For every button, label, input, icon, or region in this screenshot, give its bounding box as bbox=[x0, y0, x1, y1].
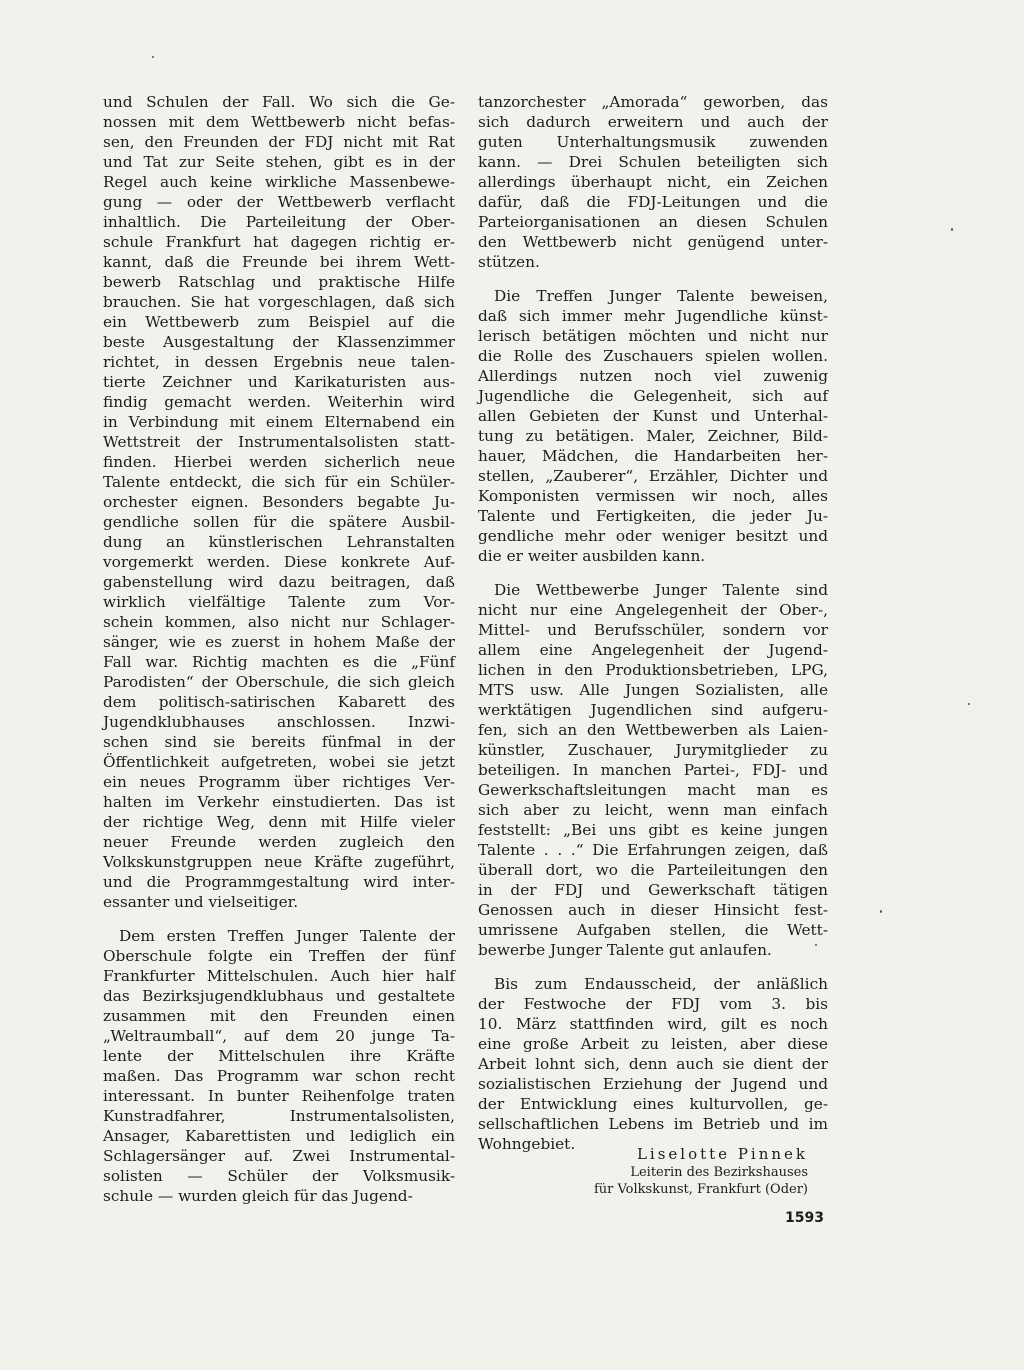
text-line: Mittel- und Berufsschüler, sondern vor bbox=[478, 621, 828, 639]
text-line: der Entwicklung eines kulturvollen, ge- bbox=[478, 1095, 828, 1113]
text-line: sich dadurch erweitern und auch der bbox=[478, 113, 828, 131]
text-line: neuer Freunde werden zugleich den bbox=[103, 833, 455, 851]
text-line: halten im Verkehr einstudierten. Das ist bbox=[103, 793, 455, 811]
text-line: bewerb Ratschlag und praktische Hilfe bbox=[103, 273, 455, 291]
text-line: eine große Arbeit zu leisten, aber diese bbox=[478, 1035, 828, 1053]
text-line: überall dort, wo die Parteileitungen den bbox=[478, 861, 828, 879]
text-line: ein Wettbewerb zum Beispiel auf die bbox=[103, 313, 455, 331]
text-line: Parodisten“ der Oberschule, die sich gleich bbox=[103, 673, 455, 691]
text-line: tanzorchester „Amorada“ geworben, das bbox=[478, 93, 828, 111]
text-line: Talente und Fertigkeiten, die jeder Ju- bbox=[478, 507, 828, 525]
text-line: Oberschule folgte ein Treffen der fünf bbox=[103, 947, 455, 965]
text-line: interessant. In bunter Reihenfolge traten bbox=[103, 1087, 455, 1105]
text-line: brauchen. Sie hat vorgeschlagen, daß sich bbox=[103, 293, 455, 311]
text-line: der Festwoche der FDJ vom 3. bis bbox=[478, 995, 828, 1013]
text-line: fen, sich an den Wettbewerben als Laien- bbox=[478, 721, 828, 739]
text-line: nicht nur eine Angelegenheit der Ober-, bbox=[478, 601, 828, 619]
text-line: umrissene Aufgaben stellen, die Wett- bbox=[478, 921, 828, 939]
text-line: kann. — Drei Schulen beteiligten sich bbox=[478, 153, 828, 171]
left-paragraph bbox=[103, 92, 455, 912]
text-line: Dem ersten Treffen Junger Talente der bbox=[119, 927, 455, 945]
text-line: sänger, wie es zuerst in hohem Maße der bbox=[103, 633, 455, 651]
left-paragraph bbox=[103, 926, 455, 1206]
text-line: der richtige Weg, denn mit Hilfe vieler bbox=[103, 813, 455, 831]
text-line: hauer, Mädchen, die Handarbeiten her- bbox=[478, 447, 828, 465]
text-line: guten Unterhaltungsmusik zuwenden bbox=[478, 133, 828, 151]
author-organization: für Volkskunst, Frankfurt (Oder) bbox=[593, 1182, 808, 1197]
text-line: Allerdings nutzen noch viel zuwenig bbox=[478, 367, 828, 385]
text-line: Talente . . .“ Die Erfahrungen zeigen, daß bbox=[478, 841, 828, 859]
text-line: bewerbe Junger Talente gut anlaufen. bbox=[478, 941, 772, 959]
text-line: Ansager, Kabarettisten und lediglich ein bbox=[103, 1127, 455, 1145]
text-line: in der FDJ und Gewerkschaft tätigen bbox=[478, 881, 828, 899]
text-line: gendliche sollen für die spätere Ausbil- bbox=[103, 513, 455, 531]
text-line: sen, den Freunden der FDJ nicht mit Rat bbox=[103, 133, 455, 151]
text-line: lente der Mittelschulen ihre Kräfte bbox=[103, 1047, 455, 1065]
text-line: Bis zum Endausscheid, der anläßlich bbox=[494, 975, 828, 993]
text-line: Arbeit lohnt sich, denn auch sie dient der bbox=[478, 1055, 828, 1073]
text-line: 10. März stattfinden wird, gilt es noch bbox=[478, 1015, 828, 1033]
text-line: lichen in den Produktionsbetrieben, LPG, bbox=[478, 661, 828, 679]
right-paragraph bbox=[478, 286, 828, 566]
text-line: sich aber zu leicht, wenn man einfach bbox=[478, 801, 828, 819]
text-line: schule — wurden gleich für das Jugend- bbox=[103, 1187, 413, 1205]
text-line: zusammen mit den Freunden einen bbox=[103, 1007, 455, 1025]
text-line: inhaltlich. Die Parteileitung der Ober- bbox=[103, 213, 455, 231]
text-line: wirklich vielfältige Talente zum Vor- bbox=[103, 593, 455, 611]
text-line: Jugendliche die Gelegenheit, sich auf bbox=[478, 387, 828, 405]
text-line: Kunstradfahrer, Instrumentalsolisten, bbox=[103, 1107, 455, 1125]
right-paragraph bbox=[478, 580, 828, 960]
text-line: Öffentlichkeit aufgetreten, wobei sie jetzt bbox=[103, 753, 455, 771]
left-column bbox=[103, 92, 455, 1206]
text-line: gung — oder der Wettbewerb verflacht bbox=[103, 193, 455, 211]
text-line: sellschaftlichen Lebens im Betrieb und im bbox=[478, 1115, 828, 1133]
author-role: Leiterin des Bezirkshauses bbox=[630, 1165, 808, 1180]
text-line: dung an künstlerischen Lehranstalten bbox=[103, 533, 455, 551]
text-line: Volkskunstgruppen neue Kräfte zugeführt, bbox=[103, 853, 455, 871]
text-line: Komponisten vermissen wir noch, alles bbox=[478, 487, 828, 505]
text-line: daß sich immer mehr Jugendliche künst- bbox=[478, 307, 828, 325]
text-line: allerdings überhaupt nicht, ein Zeichen bbox=[478, 173, 828, 191]
text-line: und die Programmgestaltung wird inter- bbox=[103, 873, 455, 891]
text-line: stellen, „Zauberer“, Erzähler, Dichter und bbox=[478, 467, 828, 485]
text-line: Fall war. Richtig machten es die „Fünf bbox=[103, 653, 455, 671]
author-name: Liselotte Pinnek bbox=[636, 1145, 808, 1163]
text-line: Genossen auch in dieser Hinsicht fest- bbox=[478, 901, 828, 919]
text-line: allen Gebieten der Kunst und Unterhal- bbox=[478, 407, 828, 425]
text-line: und Schulen der Fall. Wo sich die Ge- bbox=[103, 93, 455, 111]
text-line: richtet, in dessen Ergebnis neue talen- bbox=[103, 353, 455, 371]
text-line: Parteiorganisationen an diesen Schulen bbox=[478, 213, 828, 231]
right-paragraph bbox=[478, 92, 828, 272]
scan-speck bbox=[815, 944, 817, 946]
right-paragraph bbox=[478, 974, 828, 1154]
text-line: Die Treffen Junger Talente beweisen, bbox=[494, 287, 828, 305]
text-line: Gewerkschaftsleitungen macht man es bbox=[478, 781, 828, 799]
text-line: Wettstreit der Instrumentalsolisten statt- bbox=[103, 433, 455, 451]
text-line: Schlagersänger auf. Zwei Instrumental- bbox=[103, 1147, 455, 1165]
text-line: solisten — Schüler der Volksmusik- bbox=[103, 1167, 455, 1185]
text-line: stützen. bbox=[478, 253, 540, 271]
text-line: nossen mit dem Wettbewerb nicht befas- bbox=[103, 113, 455, 131]
text-line: Talente entdeckt, die sich für ein Schüler- bbox=[103, 473, 455, 491]
text-line: schein kommen, also nicht nur Schlager- bbox=[103, 613, 455, 631]
text-line: beteiligen. In manchen Partei-, FDJ- und bbox=[478, 761, 828, 779]
text-line: das Bezirksjugendklubhaus und gestaltete bbox=[103, 987, 455, 1005]
text-line: die er weiter ausbilden kann. bbox=[478, 547, 706, 565]
text-line: beste Ausgestaltung der Klassenzimmer bbox=[103, 333, 455, 351]
text-line: künstler, Zuschauer, Jurymitglieder zu bbox=[478, 741, 828, 759]
text-line: allem eine Angelegenheit der Jugend- bbox=[478, 641, 828, 659]
text-line: gendliche mehr oder weniger besitzt und bbox=[478, 527, 828, 545]
text-line: Frankfurter Mittelschulen. Auch hier half bbox=[103, 967, 455, 985]
right-column bbox=[478, 92, 828, 1154]
text-line: tierte Zeichner und Karikaturisten aus- bbox=[103, 373, 455, 391]
text-line: in Verbindung mit einem Elternabend ein bbox=[103, 413, 455, 431]
text-line: finden. Hierbei werden sicherlich neue bbox=[103, 453, 455, 471]
text-line: MTS usw. Alle Jungen Sozialisten, alle bbox=[478, 681, 828, 699]
text-line: gabenstellung wird dazu beitragen, daß bbox=[103, 573, 455, 591]
text-line: Wohngebiet. bbox=[478, 1135, 576, 1153]
text-line: essanter und vielseitiger. bbox=[103, 893, 299, 911]
text-line: schule Frankfurt hat dagegen richtig er- bbox=[103, 233, 455, 251]
text-line: werktätigen Jugendlichen sind aufgeru- bbox=[478, 701, 828, 719]
text-line: vorgemerkt werden. Diese konkrete Auf- bbox=[103, 553, 455, 571]
text-line: findig gemacht werden. Weiterhin wird bbox=[103, 393, 455, 411]
signature-block bbox=[478, 1144, 834, 1198]
text-line: und Tat zur Seite stehen, gibt es in der bbox=[103, 153, 455, 171]
text-line: Die Wettbewerbe Junger Talente sind bbox=[494, 581, 828, 599]
text-line: Regel auch keine wirkliche Massenbewe- bbox=[103, 173, 455, 191]
text-line: tung zu betätigen. Maler, Zeichner, Bild- bbox=[478, 427, 828, 445]
text-line: Jugendklubhauses anschlossen. Inzwi- bbox=[103, 713, 455, 731]
text-line: den Wettbewerb nicht genügend unter- bbox=[478, 233, 828, 251]
text-line: ein neues Programm über richtiges Ver- bbox=[103, 773, 455, 791]
scan-speck bbox=[968, 703, 970, 705]
page-number: 1593 bbox=[785, 1210, 824, 1226]
text-line: die Rolle des Zuschauers spielen wollen. bbox=[478, 347, 828, 365]
text-line: dem politisch-satirischen Kabarett des bbox=[103, 693, 455, 711]
text-line: dafür, daß die FDJ-Leitungen und die bbox=[478, 193, 828, 211]
scan-speck bbox=[880, 910, 882, 913]
text-line: orchester eignen. Besonders begabte Ju- bbox=[103, 493, 455, 511]
scan-speck bbox=[152, 56, 154, 58]
text-line: sozialistischen Erziehung der Jugend und bbox=[478, 1075, 828, 1093]
scan-speck bbox=[951, 228, 953, 231]
text-line: maßen. Das Programm war schon recht bbox=[103, 1067, 455, 1085]
text-line: „Weltraumball“, auf dem 20 junge Ta- bbox=[103, 1027, 455, 1045]
text-line: schen sind sie bereits fünfmal in der bbox=[103, 733, 455, 751]
text-line: feststellt: „Bei uns gibt es keine jungen bbox=[478, 821, 828, 839]
text-line: lerisch betätigen möchten und nicht nur bbox=[478, 327, 828, 345]
text-line: kannt, daß die Freunde bei ihrem Wett- bbox=[103, 253, 455, 271]
